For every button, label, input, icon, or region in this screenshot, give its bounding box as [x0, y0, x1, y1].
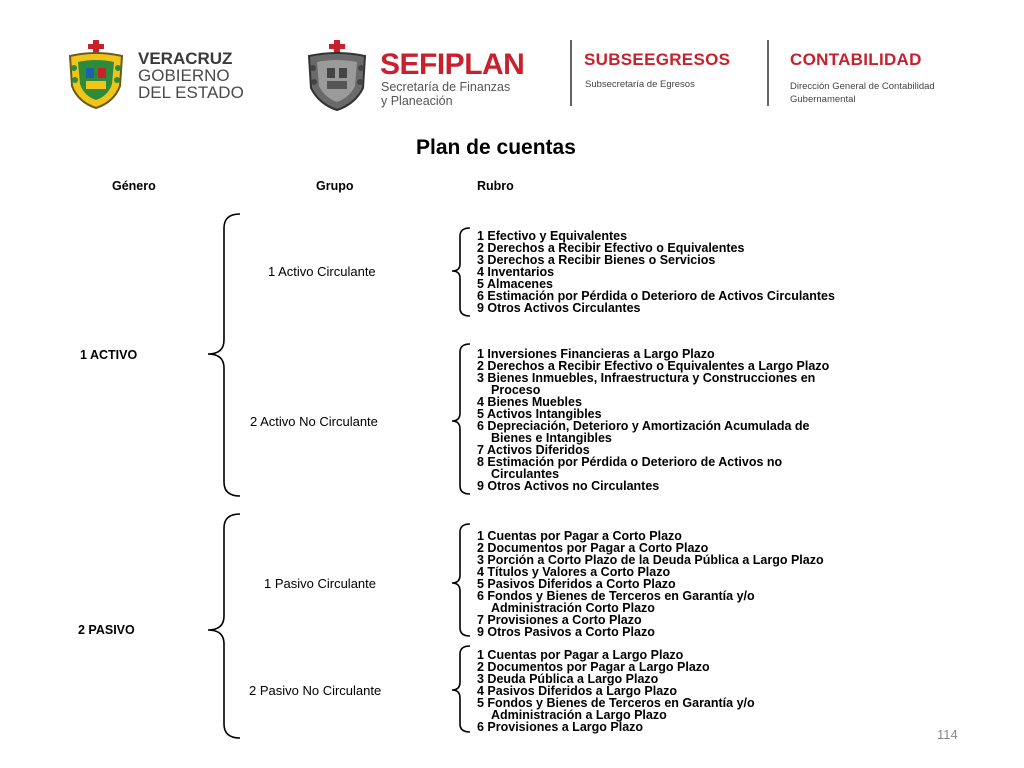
veracruz-line1: VERACRUZ [138, 49, 233, 68]
grupo-pasivo-circulante: 1 Pasivo Circulante [264, 576, 376, 591]
genero-activo: 1 ACTIVO [80, 348, 138, 362]
contabilidad-title: CONTABILIDAD [790, 50, 922, 69]
rubro-item: 6 Provisiones a Largo Plazo [477, 720, 644, 734]
grupo-activo-circulante: 1 Activo Circulante [268, 264, 376, 279]
rubro-item: 5 Pasivos Diferidos a Corto Plazo [477, 577, 676, 591]
rubro-item: 3 Bienes Inmuebles, Infraestructura y Construcciones en [477, 371, 816, 385]
pasivo-brace [208, 514, 240, 738]
sefiplan-subtitle-line2: y Planeación [381, 94, 453, 108]
rubro-item: 2 Documentos por Pagar a Corto Plazo [477, 541, 709, 555]
rubro-item-continuation: Circulantes [491, 467, 560, 481]
pasivo-no-circulante-brace [452, 646, 470, 732]
rubro-item: 4 Títulos y Valores a Corto Plazo [477, 565, 671, 579]
rubro-item: 5 Activos Intangibles [477, 407, 602, 421]
rubro-item: 1 Efectivo y Equivalentes [477, 229, 628, 243]
rubro-item: 2 Derechos a Recibir Efectivo o Equivalentes [477, 241, 745, 255]
grupo-pasivo-no-circulante: 2 Pasivo No Circulante [249, 683, 382, 698]
subseegresos-description: Subsecretaría de Egresos [585, 79, 695, 90]
sefiplan-title: SEFIPLAN [380, 48, 525, 81]
rubro-item: 4 Bienes Muebles [477, 395, 582, 409]
column-header-rubro: Rubro [477, 179, 514, 193]
rubro-item: 8 Estimación por Pérdida o Deterioro de Activos no [477, 455, 783, 469]
rubro-item: 6 Estimación por Pérdida o Deterioro de Activos Circulantes [477, 289, 835, 303]
rubro-item: 7 Provisiones a Corto Plazo [477, 613, 642, 627]
pasivo-circulante-brace [452, 524, 470, 636]
column-header-genero: Género [112, 179, 156, 193]
grupo-activo-no-circulante: 2 Activo No Circulante [250, 414, 378, 429]
rubro-item-continuation: Administración a Largo Plazo [491, 708, 667, 722]
rubro-item: 4 Inventarios [477, 265, 555, 279]
veracruz-line2: GOBIERNO [138, 66, 230, 85]
rubro-item: 3 Deuda Pública a Largo Plazo [477, 672, 659, 686]
rubro-item: 2 Documentos por Pagar a Largo Plazo [477, 660, 710, 674]
rubro-item: 5 Almacenes [477, 277, 553, 291]
rubro-item: 3 Derechos a Recibir Bienes o Servicios [477, 253, 716, 267]
rubro-item-continuation: Administración Corto Plazo [491, 601, 655, 615]
rubro-item: 2 Derechos a Recibir Efectivo o Equivalentes a Largo Plazo [477, 359, 830, 373]
rubro-item: 1 Cuentas por Pagar a Corto Plazo [477, 529, 682, 543]
column-header-grupo: Grupo [316, 179, 354, 193]
page-title: Plan de cuentas [416, 136, 576, 159]
rubro-item: 6 Depreciación, Deterioro y Amortización Acumulada de [477, 419, 810, 433]
rubro-item: 7 Activos Diferidos [477, 443, 590, 457]
rubro-item: 1 Cuentas por Pagar a Largo Plazo [477, 648, 684, 662]
rubro-item: 9 Otros Activos no Circulantes [477, 479, 660, 493]
contabilidad-description-line1: Dirección General de Contabilidad [790, 81, 935, 92]
contabilidad-description-line2: Gubernamental [790, 94, 856, 105]
veracruz-line3: DEL ESTADO [138, 83, 244, 102]
activo-no-circulante-brace [452, 344, 470, 494]
subseegresos-title: SUBSEEGRESOS [584, 50, 731, 69]
rubro-item: 4 Pasivos Diferidos a Largo Plazo [477, 684, 678, 698]
rubro-item: 9 Otros Activos Circulantes [477, 301, 641, 315]
rubro-item: 6 Fondos y Bienes de Terceros en Garantía y/o [477, 589, 755, 603]
rubro-item: 3 Porción a Corto Plazo de la Deuda Pública a Largo Plazo [477, 553, 824, 567]
activo-brace [208, 214, 240, 496]
page-number: 114 [937, 727, 958, 742]
sefiplan-subtitle-line1: Secretaría de Finanzas [381, 80, 511, 94]
rubro-item-continuation: Proceso [491, 383, 541, 397]
activo-circulante-brace [452, 228, 470, 316]
rubro-item: 5 Fondos y Bienes de Terceros en Garantía y/o [477, 696, 755, 710]
rubro-item-continuation: Bienes e Intangibles [491, 431, 612, 445]
rubro-item: 1 Inversiones Financieras a Largo Plazo [477, 347, 715, 361]
rubro-item: 9 Otros Pasivos a Corto Plazo [477, 625, 655, 639]
genero-pasivo: 2 PASIVO [78, 623, 135, 637]
